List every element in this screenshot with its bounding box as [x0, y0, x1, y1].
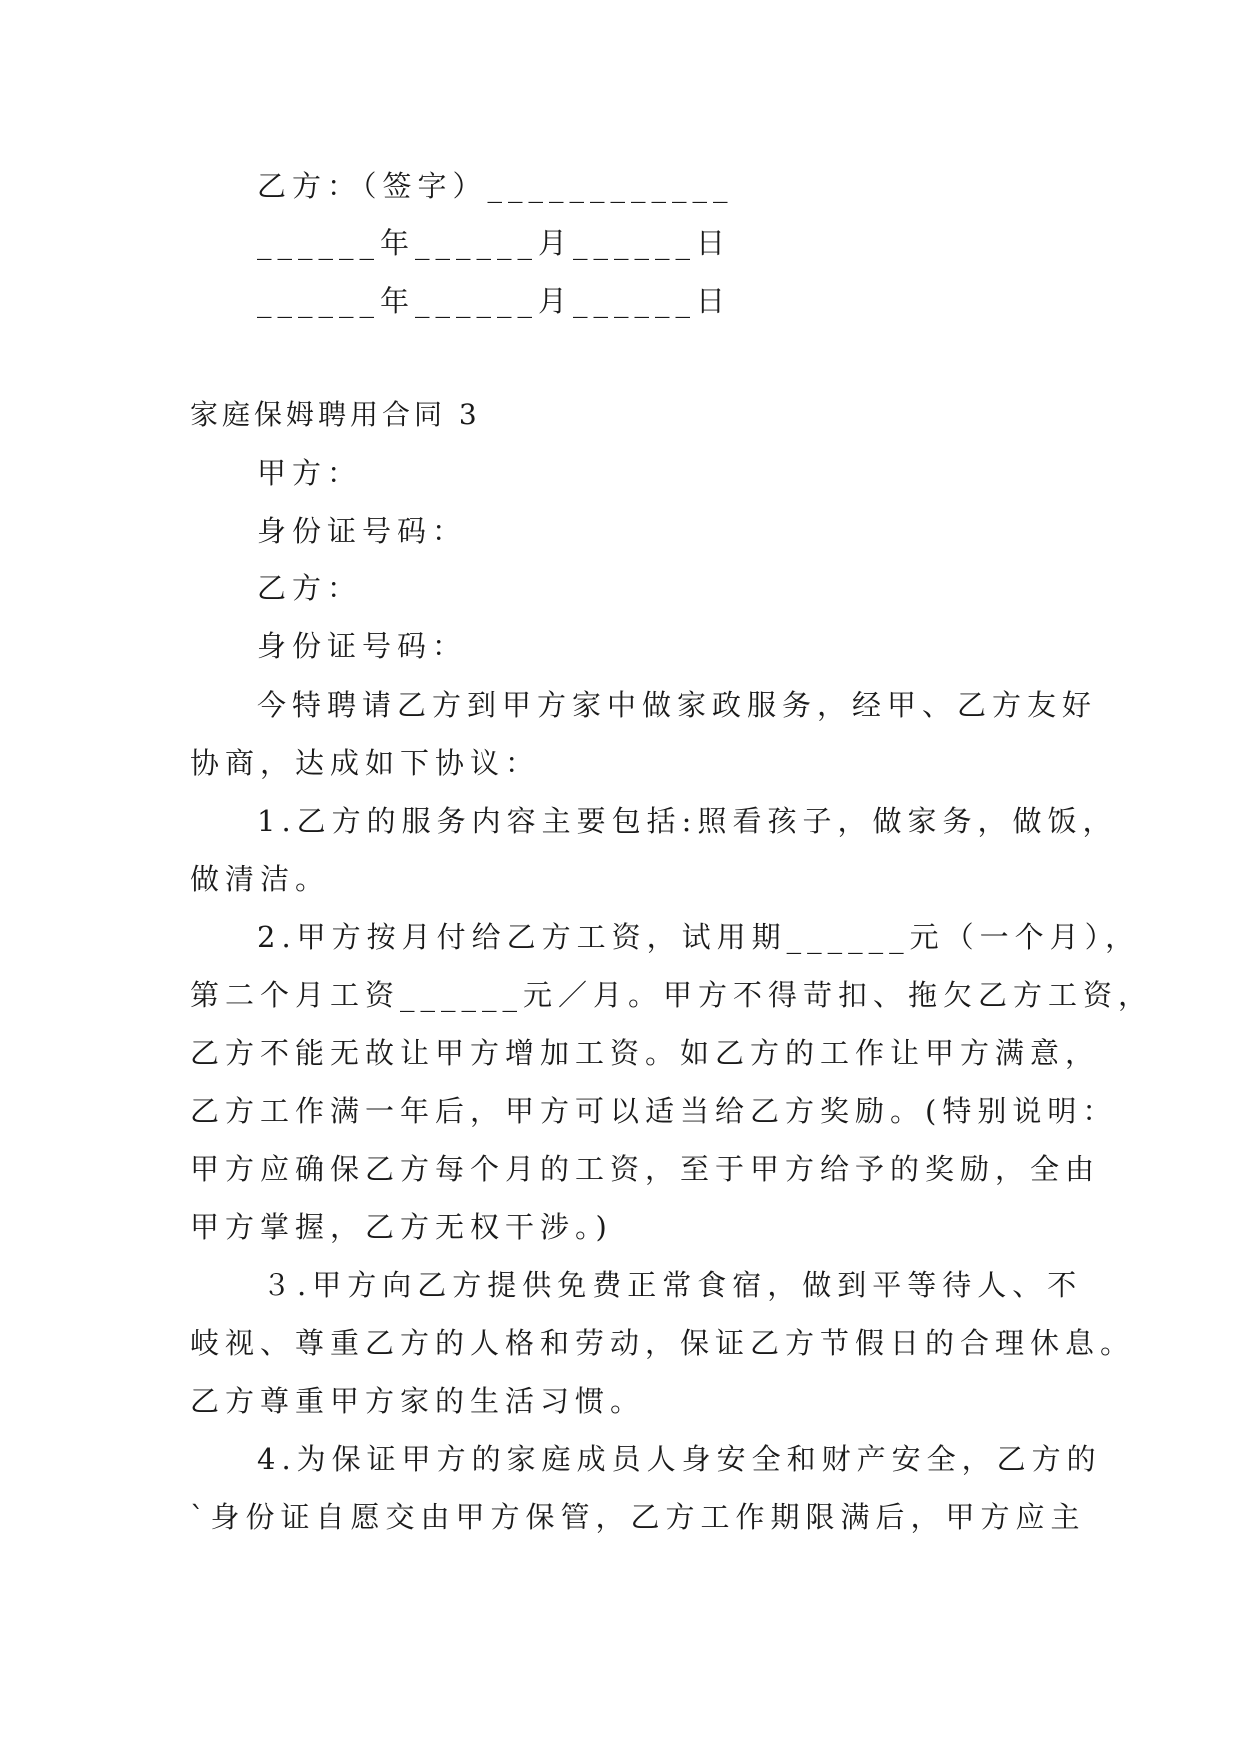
party-a-id-label: 身份证号码：	[257, 514, 468, 548]
clause1-line-2: 做清洁。	[190, 862, 331, 896]
clause2-line-4: 乙方工作满一年后，甲方可以适当给乙方奖励。(特别说明：	[190, 1094, 1118, 1128]
date-line-2: ______年______月______日	[257, 284, 732, 318]
party-b-signature-line: 乙方：（签字）____________	[257, 169, 734, 203]
clause2-line-3: 乙方不能无故让甲方增加工资。如乙方的工作让甲方满意，	[190, 1036, 1101, 1070]
party-b-label: 乙方：	[257, 571, 363, 605]
date-line-1: ______年______月______日	[257, 226, 732, 260]
party-a-label: 甲方：	[257, 456, 363, 490]
intro-line-1: 今特聘请乙方到甲方家中做家政服务，经甲、乙方友好	[257, 688, 1098, 722]
clause3-line-3: 乙方尊重甲方家的生活习惯。	[190, 1384, 646, 1418]
party-b-id-label: 身份证号码：	[257, 629, 468, 663]
clause1-line-1: 1.乙方的服务内容主要包括:照看孩子，做家务，做饭，	[257, 804, 1118, 838]
clause3-line-1: ３.甲方向乙方提供免费正常食宿，做到平等待人、不	[262, 1268, 1083, 1302]
section-title: 家庭保姆聘用合同 3	[190, 398, 481, 431]
clause3-line-2: 岐视、尊重乙方的人格和劳动，保证乙方节假日的合理休息。	[190, 1326, 1136, 1360]
clause4-line-2: `身份证自愿交由甲方保管，乙方工作期限满后，甲方应主	[190, 1500, 1086, 1534]
intro-line-2: 协商，达成如下协议：	[190, 746, 541, 780]
clause4-line-1: 4.为保证甲方的家庭成员人身安全和财产安全，乙方的	[257, 1442, 1102, 1476]
clause2-line-2: 第二个月工资______元／月。甲方不得苛扣、拖欠乙方工资，	[190, 978, 1154, 1012]
clause2-line-5: 甲方应确保乙方每个月的工资，至于甲方给予的奖励，全由	[190, 1152, 1101, 1186]
clause2-line-6: 甲方掌握，乙方无权干涉。)	[190, 1210, 613, 1244]
clause2-line-1: 2.甲方按月付给乙方工资，试用期______元（一个月），	[257, 920, 1141, 954]
